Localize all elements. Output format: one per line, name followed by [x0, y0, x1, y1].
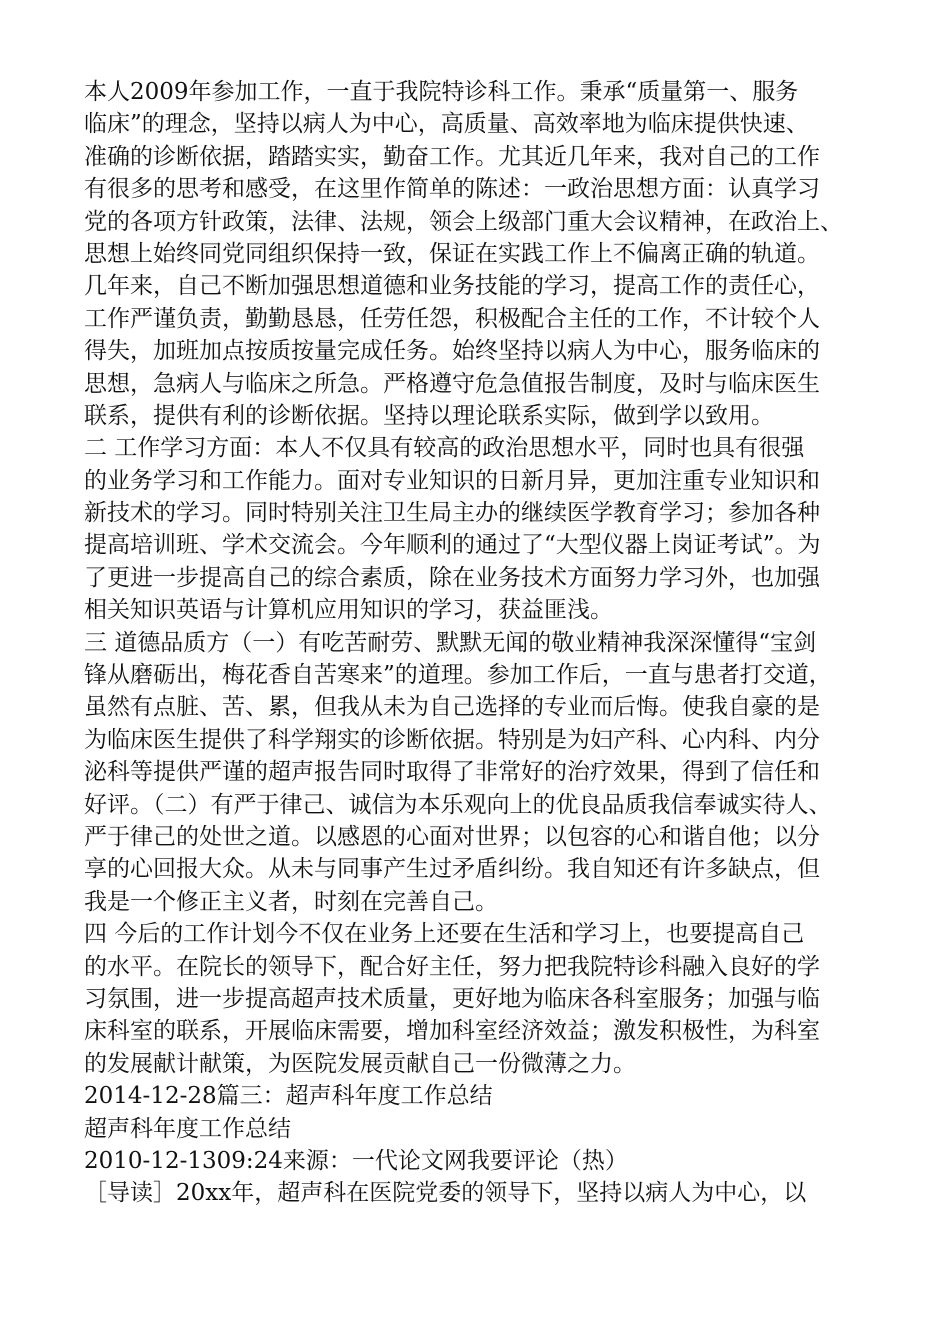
- text-line: 准确的诊断依据，踏踏实实，勤奋工作。尤其近几年来，我对自己的工作: [84, 143, 820, 170]
- text-line: 几年来，自己不断加强思想道德和业务技能的学习，提高工作的责任心，: [84, 273, 820, 300]
- text-line: 虽然有点脏、苦、累，但我从未为自己选择的专业而后悔。使我自豪的是: [84, 694, 820, 721]
- text-line: 得失，加班加点按质按量完成任务。始终坚持以病人为中心，服务临床的: [84, 338, 820, 365]
- text-line: 享的心回报大众。从未与同事产生过矛盾纠纷。我自知还有许多缺点，但: [84, 856, 820, 883]
- text-line: 床科室的联系，开展临床需要，增加科室经济效益；激发积极性，为科室: [84, 1018, 820, 1045]
- text-line: 的业务学习和工作能力。面对专业知识的日新月异，更加注重专业知识和: [84, 467, 820, 494]
- text-line: 提高培训班、学术交流会。今年顺利的通过了“大型仪器上岗证考试”。为: [84, 532, 821, 559]
- text-line: 泌科等提供严谨的超声报告同时取得了非常好的治疗效果，得到了信任和: [84, 759, 820, 786]
- text-line: 新技术的学习。同时特别关注卫生局主办的继续医学教育学习；参加各种: [84, 500, 820, 527]
- text-line: 超声科年度工作总结: [84, 1115, 291, 1142]
- text-line: 严于律己的处世之道。以感恩的心面对世界；以包容的心和谐自他；以分: [84, 823, 820, 850]
- text-line: ［导读］20xx年，超声科在医院党委的领导下，坚持以病人为中心，以: [84, 1180, 807, 1207]
- text-line: 了更进一步提高自己的综合素质，除在业务技术方面努力学习外，也加强: [84, 564, 820, 591]
- text-line: 二 工作学习方面：本人不仅具有较高的政治思想水平，同时也具有很强: [84, 435, 805, 462]
- text-line: 工作严谨负责，勤勤恳恳，任劳任怨，积极配合主任的工作，不计较个人: [84, 305, 820, 332]
- text-line: 习氛围，进一步提高超声技术质量，更好地为临床各科室服务；加强与临: [84, 985, 820, 1012]
- text-line: 本人2009年参加工作，一直于我院特诊科工作。秉承“质量第一、服务: [84, 79, 799, 105]
- text-line: 相关知识英语与计算机应用知识的学习，获益匪浅。: [84, 597, 613, 624]
- text-line: 四 今后的工作计划今不仅在业务上还要在生活和学习上，也要提高自己: [84, 921, 805, 948]
- document-body: [84, 76, 884, 1210]
- text-line: 三 道德品质方（一）有吃苦耐劳、默默无闻的敬业精神我深深懂得“宝剑: [84, 629, 817, 656]
- text-line: 有很多的思考和感受，在这里作简单的陈述：一政治思想方面：认真学习: [84, 176, 820, 203]
- text-line: 临床”的理念，坚持以病人为中心，高质量、高效率地为临床提供快速、: [84, 111, 809, 138]
- text-line: 党的各项方针政策，法律、法规，领会上级部门重大会议精神，在政治上、: [84, 208, 843, 235]
- text-line: 联系，提供有利的诊断依据。坚持以理论联系实际，做到学以致用。: [84, 402, 774, 429]
- text-line: 好评。（二）有严于律己、诚信为本乐观向上的优良品质我信奉诚实待人、: [84, 791, 832, 818]
- text-line: 的水平。在院长的领导下，配合好主任，努力把我院特诊科融入良好的学: [84, 953, 820, 980]
- text-line: 思想上始终同党同组织保持一致，保证在实践工作上不偏离正确的轨道。: [84, 240, 820, 267]
- text-line: 为临床医生提供了科学翔实的诊断依据。特别是为妇产科、心内科、内分: [84, 726, 820, 753]
- text-line: 思想，急病人与临床之所急。严格遵守危急值报告制度，及时与临床医生: [84, 370, 820, 397]
- text-line: 我是一个修正主义者，时刻在完善自己。: [84, 888, 498, 915]
- text-line: 的发展献计献策，为医院发展贡献自己一份微薄之力。: [84, 1050, 636, 1077]
- text-line: 2014-12-28篇三：超声科年度工作总结: [84, 1083, 493, 1110]
- text-line: 2010-12-1309:24来源：一代论文网我要评论（热）: [84, 1147, 628, 1174]
- text-line: 锋从磨砺出，梅花香自苦寒来”的道理。参加工作后，一直与患者打交道，: [84, 662, 832, 689]
